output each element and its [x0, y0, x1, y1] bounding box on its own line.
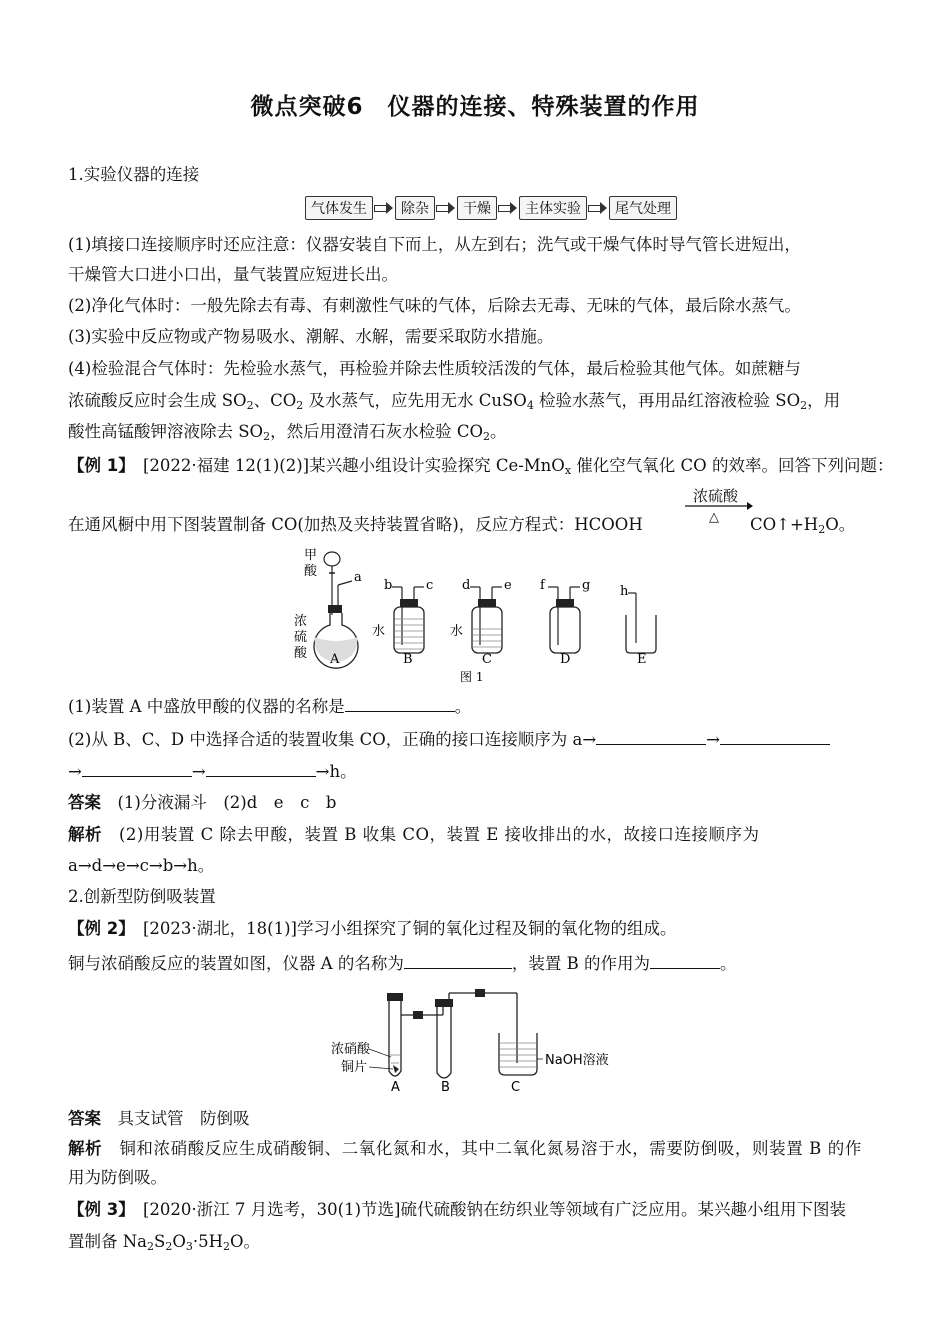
port-a-label: a: [354, 570, 362, 585]
label-conc-1: 浓: [294, 614, 308, 629]
flow-arrow-icon: [497, 202, 519, 214]
port-f-label: f: [540, 578, 545, 593]
figure-1-apparatus: [290, 545, 670, 685]
label-formic-acid-top: 甲: [304, 548, 318, 563]
label-conc-nitric-acid: 浓硝酸: [331, 1042, 371, 1057]
example-2-answer: 答案 具支试管 防倒吸: [68, 1109, 250, 1128]
rule-4a: (4)检验混合气体时：先检验水蒸气，再检验并除去性质较活泼的气体，最后检验其他气体。如蔗糖与: [68, 359, 801, 378]
example-1-intro: 【例 1】 [2022·福建 12(1)(2)]某兴趣小组设计实验探究 Ce-MnO$_x$ 催化空气氧化 CO 的效率。回答下列问题：: [68, 456, 894, 477]
label-water-B: 水: [372, 624, 386, 639]
port-g-label: g: [582, 578, 591, 593]
flow-arrow-icon: [435, 202, 457, 214]
port-d-label: d: [462, 578, 471, 593]
port-b-label: b: [384, 578, 393, 593]
label-formic-acid-bottom: 酸: [304, 564, 318, 579]
section-2-heading: 2.创新型防倒吸装置: [68, 887, 216, 906]
flow-step: 气体发生: [305, 196, 373, 220]
label-naoh: NaOH溶液: [545, 1053, 609, 1068]
answer-blank[interactable]: [82, 760, 192, 777]
rule-4b: 浓硫酸反应时会生成 $SO_2$、$CO_2$ 及水蒸气，应先用无水 CuSO$_4$ 检验水蒸气，再用品红溶液检验 $SO_2$，用: [68, 391, 841, 412]
figure-2-apparatus: [325, 985, 625, 1097]
example-2-explanation-a: 解析 铜和浓硝酸反应生成硝酸铜、二氧化氮和水，其中二氧化氮易溶于水，需要防倒吸，则装置 B 的作: [68, 1139, 862, 1158]
rule-1a: (1)填接口连接顺序时还应注意：仪器安装自下而上，从左到右；洗气或干燥气体时导气管长进短出，: [68, 235, 801, 254]
label-conc-2: 硫: [294, 630, 308, 645]
reaction-condition-heat: △: [709, 510, 719, 525]
device-C-label: C: [511, 1080, 521, 1095]
flow-step: 尾气处理: [609, 196, 677, 220]
device-D-label: D: [560, 652, 571, 667]
answer-blank[interactable]: [596, 728, 706, 745]
flow-step: 主体实验: [519, 196, 587, 220]
example-1-answer: 答案 (1)分液漏斗 (2)d e c b: [68, 793, 337, 812]
example-1-explanation-a: 解析 (2)用装置 C 除去甲酸，装置 B 收集 CO，装置 E 接收排出的水，故接口连接顺序为: [68, 825, 760, 844]
question-1: (1)装置 A 中盛放甲酸的仪器的名称是 。: [68, 697, 472, 716]
example-3-intro: 【例 3】 [2020·浙江 7 月选考，30(1)节选]硫代硫酸钠在纺织业等领域有广泛应用。某兴趣小组用下图装: [68, 1200, 846, 1219]
answer-blank[interactable]: [345, 695, 455, 712]
rule-4c: 酸性高锰酸钾溶液除去 $SO_2$，然后用澄清石灰水检验 $CO_2$。: [68, 422, 507, 443]
label-water-C: 水: [450, 624, 464, 639]
device-E-label: E: [637, 652, 647, 667]
device-A-label: A: [330, 652, 340, 667]
device-B-label: B: [441, 1080, 450, 1095]
example-2-intro: 【例 2】 [2023·湖北，18(1)]学习小组探究了铜的氧化过程及铜的氧化物的组成。: [68, 919, 677, 938]
example-1-equation-right: $CO↑+H_2O$。: [750, 515, 856, 536]
question-2a: (2)从 B、C、D 中选择合适的装置收集 CO，正确的接口连接顺序为 a→ →: [68, 728, 830, 751]
example-1-equation-left: 在通风橱中用下图装置制备 CO(加热及夹持装置省略)，反应方程式：HCOOH: [68, 515, 643, 534]
flow-step: 除杂: [395, 196, 435, 220]
flow-arrow-icon: [373, 202, 395, 214]
port-h-label: h: [620, 584, 629, 599]
label-conc-3: 酸: [294, 646, 308, 661]
device-B-label: B: [403, 652, 413, 667]
example-3-line-2: 置制备 $Na_2S_2O_3\cdot 5H_2O$。: [68, 1232, 261, 1253]
port-e-label: e: [504, 578, 512, 593]
reaction-condition-catalyst: 浓硫酸: [693, 487, 739, 505]
rule-3: (3)实验中反应物或产物易吸水、潮解、水解，需要采取防水措施。: [68, 327, 554, 346]
flow-step: 干燥: [457, 196, 497, 220]
example-1-explanation-b: a→d→e→c→b→h。: [68, 856, 215, 875]
device-C-label: C: [482, 652, 492, 667]
answer-blank[interactable]: [206, 760, 316, 777]
flow-arrow-icon: [587, 202, 609, 214]
example-2-explanation-b: 用为防倒吸。: [68, 1168, 167, 1187]
port-c-label: c: [426, 578, 434, 593]
answer-blank[interactable]: [404, 952, 512, 969]
section-1-heading: 1.实验仪器的连接: [68, 165, 200, 184]
question-2b: → → →h。: [68, 762, 357, 781]
answer-blank[interactable]: [720, 728, 830, 745]
device-A-label: A: [391, 1080, 400, 1095]
rule-2: (2)净化气体时：一般先除去有毒、有刺激性气味的气体，后除去无毒、无味的气体，最后除水蒸气。: [68, 296, 801, 315]
connection-flow: [305, 196, 677, 220]
label-copper: 铜片: [341, 1060, 368, 1075]
answer-blank[interactable]: [650, 952, 720, 969]
rule-1b: 干燥管大口进小口出，量气装置应短进长出。: [68, 265, 398, 284]
figure-1-caption: 图 1: [460, 670, 484, 684]
page-title: 微点突破6 仪器的连接、特殊装置的作用: [250, 94, 700, 120]
example-2-question: 铜与浓硝酸反应的装置如图，仪器 A 的名称为 ，装置 B 的作用为 。: [68, 954, 737, 973]
